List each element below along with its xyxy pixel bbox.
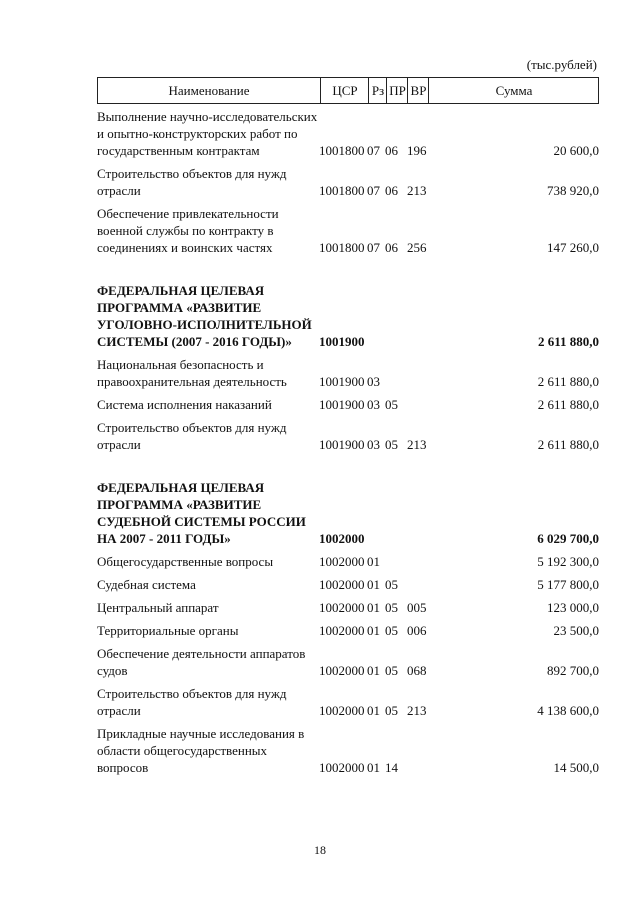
- table-row: [97, 599, 599, 616]
- row-sum: 20 600,0: [553, 143, 599, 158]
- row-sum: 4 138 600,0: [537, 703, 599, 718]
- table-row: [97, 419, 599, 453]
- row-pr: 05: [385, 703, 398, 718]
- row-rz: 01: [367, 663, 380, 678]
- page-number: 18: [314, 843, 326, 857]
- row-csr: 1001900: [319, 397, 365, 412]
- row-sum: 892 700,0: [547, 663, 599, 678]
- row-name: Обеспечение деятельности аппаратов судов: [97, 646, 306, 678]
- header-pr: ПР: [386, 78, 408, 103]
- row-sum: 2 611 880,0: [537, 374, 599, 389]
- row-pr: 05: [385, 577, 398, 592]
- row-rz: 07: [367, 240, 380, 255]
- row-rz: 03: [367, 374, 380, 389]
- row-rz: 07: [367, 183, 380, 198]
- row-vr: 005: [407, 600, 427, 615]
- header-rz: Рз: [368, 78, 387, 103]
- row-sum: 738 920,0: [547, 183, 599, 198]
- table-row: [97, 622, 599, 639]
- row-sum: 2 611 880,0: [537, 334, 599, 349]
- row-vr: 213: [407, 437, 427, 452]
- row-vr: 256: [407, 240, 427, 255]
- row-csr: 1002000: [319, 703, 365, 718]
- row-name: Система исполнения наказаний: [97, 397, 272, 412]
- row-csr: 1002000: [319, 600, 365, 615]
- row-sum: 5 177 800,0: [537, 577, 599, 592]
- table-header: [97, 77, 599, 104]
- row-rz: 01: [367, 623, 380, 638]
- row-csr: 1001800: [319, 143, 365, 158]
- row-rz: 03: [367, 437, 380, 452]
- program-row: [97, 282, 599, 350]
- row-vr: 213: [407, 703, 427, 718]
- row-rz: 01: [367, 554, 380, 569]
- table-body: [97, 108, 599, 782]
- row-sum: 2 611 880,0: [537, 437, 599, 452]
- header-csr: ЦСР: [320, 78, 369, 103]
- row-sum: 6 029 700,0: [537, 531, 599, 546]
- header-vr: ВР: [407, 78, 429, 103]
- table-row: [97, 725, 599, 776]
- row-csr: 1002000: [319, 531, 365, 546]
- row-pr: 05: [385, 623, 398, 638]
- row-pr: 05: [385, 600, 398, 615]
- row-csr: 1001800: [319, 183, 365, 198]
- table-row: [97, 685, 599, 719]
- row-rz: 07: [367, 143, 380, 158]
- header-name: Наименование: [168, 83, 250, 98]
- row-rz: 01: [367, 703, 380, 718]
- row-name: Выполнение научно-исследовательских и опытно-конструкторских работ по государственным контрактам: [97, 109, 318, 158]
- row-sum: 14 500,0: [553, 760, 599, 775]
- row-csr: 1001900: [319, 374, 365, 389]
- row-name: Обеспечение привлекательности военной службы по контракту в соединениях и воинских частях: [97, 206, 279, 255]
- row-pr: 05: [385, 663, 398, 678]
- table-row: [97, 205, 599, 256]
- table-row: [97, 108, 599, 159]
- row-rz: 01: [367, 577, 380, 592]
- row-sum: 147 260,0: [547, 240, 599, 255]
- header-sum: Сумма: [428, 78, 599, 103]
- row-csr: 1002000: [319, 554, 365, 569]
- row-vr: 006: [407, 623, 427, 638]
- row-name: Строительство объектов для нужд отрасли: [97, 420, 287, 452]
- row-sum: 123 000,0: [547, 600, 599, 615]
- row-sum: 23 500,0: [553, 623, 599, 638]
- program-title: ФЕДЕРАЛЬНАЯ ЦЕЛЕВАЯ ПРОГРАММА «РАЗВИТИЕ СУДЕБНОЙ СИСТЕМЫ РОССИИ НА 2007 - 2011 ГОДЫ»: [97, 480, 306, 546]
- row-csr: 1001900: [319, 334, 365, 349]
- row-rz: 03: [367, 397, 380, 412]
- row-csr: 1002000: [319, 663, 365, 678]
- table-row: [97, 645, 599, 679]
- row-pr: 05: [385, 437, 398, 452]
- row-pr: 05: [385, 397, 398, 412]
- row-csr: 1002000: [319, 760, 365, 775]
- table-row: [97, 396, 599, 413]
- row-csr: 1002000: [319, 577, 365, 592]
- row-csr: 1001800: [319, 240, 365, 255]
- row-name: Общегосударственные вопросы: [97, 554, 274, 569]
- row-pr: 06: [385, 240, 398, 255]
- row-sum: 5 192 300,0: [537, 554, 599, 569]
- row-rz: 01: [367, 760, 380, 775]
- row-vr: 213: [407, 183, 427, 198]
- row-vr: 196: [407, 143, 427, 158]
- row-pr: 06: [385, 143, 398, 158]
- row-name: Строительство объектов для нужд отрасли: [97, 686, 287, 718]
- row-name: Прикладные научные исследования в области общегосударственных вопросов: [97, 726, 305, 775]
- row-rz: 01: [367, 600, 380, 615]
- table-row: [97, 356, 599, 390]
- row-name: Территориальные органы: [97, 623, 239, 638]
- row-name: Национальная безопасность и правоохранительная деятельность: [97, 357, 287, 389]
- unit-label: (тыс.рублей): [526, 57, 597, 72]
- table-row: [97, 553, 599, 570]
- row-pr: 06: [385, 183, 398, 198]
- row-sum: 2 611 880,0: [537, 397, 599, 412]
- row-name: Судебная система: [97, 577, 196, 592]
- row-pr: 14: [385, 760, 398, 775]
- row-vr: 068: [407, 663, 427, 678]
- row-name: Строительство объектов для нужд отрасли: [97, 166, 287, 198]
- row-csr: 1001900: [319, 437, 365, 452]
- row-csr: 1002000: [319, 623, 365, 638]
- program-title: ФЕДЕРАЛЬНАЯ ЦЕЛЕВАЯ ПРОГРАММА «РАЗВИТИЕ УГОЛОВНО-ИСПОЛНИТЕЛЬНОЙ СИСТЕМЫ (2007 - 2016 ГОДЫ)»: [97, 283, 312, 349]
- program-row: [97, 479, 599, 547]
- table-row: [97, 165, 599, 199]
- table-row: [97, 576, 599, 593]
- row-name: Центральный аппарат: [97, 600, 219, 615]
